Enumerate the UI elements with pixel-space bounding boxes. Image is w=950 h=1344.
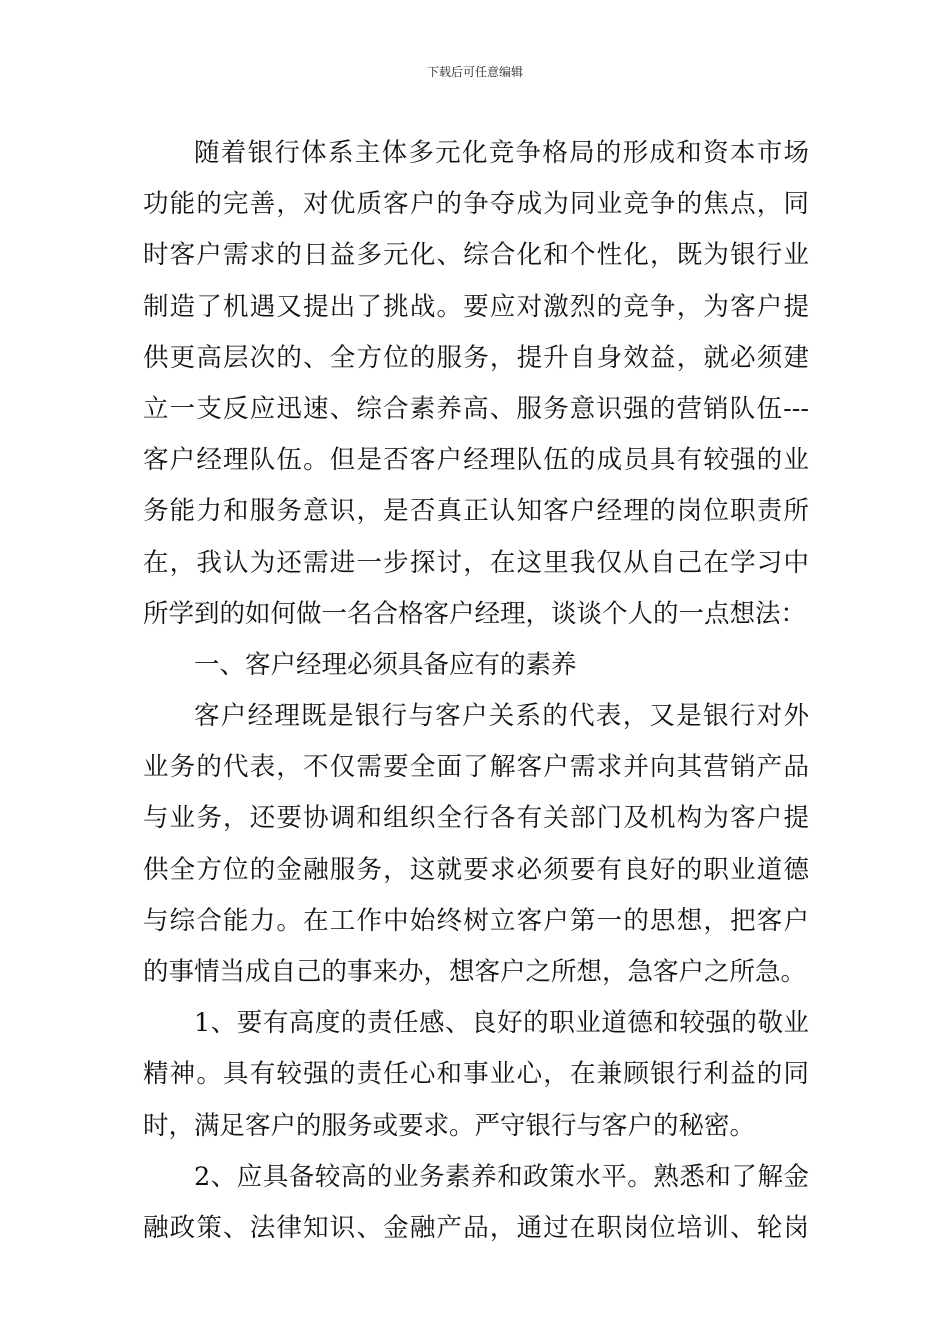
paragraph-line: 与业务，还要协调和组织全行各有关部门及机构为客户提	[143, 803, 809, 834]
paragraph-line: 供更高层次的、全方位的服务，提升自身效益，就必须建	[143, 342, 809, 373]
paragraph-line: 所学到的如何做一名合格客户经理，谈谈个人的一点想法：	[143, 598, 807, 629]
paragraph-line: 融政策、法律知识、金融产品，通过在职岗位培训、轮岗	[143, 1212, 809, 1243]
page-header: 下载后可任意编辑	[426, 65, 523, 79]
paragraph-line: 在，我认为还需进一步探讨，在这里我仅从自己在学习中	[143, 547, 809, 578]
paragraph-line: 的事情当成自己的事来办，想客户之所想，急客户之所急。	[143, 957, 807, 987]
paragraph-line: 务能力和服务意识，是否真正认知客户经理的岗位职责所	[143, 496, 809, 527]
paragraph-line: 供全方位的金融服务，这就要求必须要有良好的职业道德	[143, 854, 809, 885]
paragraph-line: 与综合能力。在工作中始终树立客户第一的思想，把客户	[143, 905, 809, 936]
paragraph-line: 业务的代表，不仅需要全面了解客户需求并向其营销产品	[143, 752, 809, 783]
document-body	[143, 128, 809, 1254]
paragraph-line: 立一支反应迅速、综合素养高、服务意识强的营销队伍---	[143, 393, 809, 424]
paragraph-line: 1、要有高度的责任感、良好的职业道德和较强的敬业	[194, 1008, 809, 1039]
paragraph-line: 制造了机遇又提出了挑战。要应对激烈的竞争，为客户提	[143, 291, 809, 322]
section-heading: 一、客户经理必须具备应有的素养	[194, 649, 577, 680]
paragraph-line: 2、应具备较高的业务素养和政策水平。熟悉和了解金	[194, 1161, 809, 1192]
paragraph-line: 客户经理既是银行与客户关系的代表，又是银行对外	[194, 701, 809, 732]
paragraph-line: 时客户需求的日益多元化、综合化和个性化，既为银行业	[143, 240, 809, 271]
paragraph-line: 客户经理队伍。但是否客户经理队伍的成员具有较强的业	[143, 445, 809, 476]
paragraph-line: 精神。具有较强的责任心和事业心，在兼顾银行利益的同	[143, 1059, 809, 1090]
paragraph-line: 功能的完善，对优质客户的争夺成为同业竞争的焦点，同	[143, 189, 809, 220]
paragraph-line: 随着银行体系主体多元化竞争格局的形成和资本市场	[194, 138, 809, 168]
paragraph-line: 时，满足客户的服务或要求。严守银行与客户的秘密。	[143, 1110, 756, 1141]
